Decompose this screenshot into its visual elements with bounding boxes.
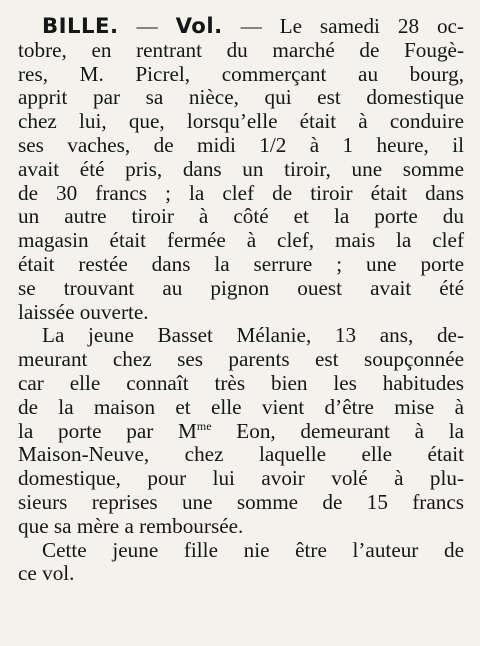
article-first-line	[18, 14, 464, 39]
paragraph-1-line-13: laissée ouverte.	[18, 299, 149, 324]
paragraph-1-line-11: était restée dans la serrure ; une porte	[18, 251, 464, 276]
headline-separator: —	[222, 14, 280, 38]
paragraph-2-line-9: que sa mère a remboursée.	[18, 513, 244, 538]
paragraph-3-line-1: Cette jeune fille nie être l’auteur de	[42, 537, 464, 562]
headline-place: BILLE.	[42, 13, 119, 38]
article-text	[18, 14, 464, 586]
title-abbreviation-superscript: me	[196, 418, 212, 433]
paragraph-2-line-5	[18, 420, 464, 444]
paragraph-1-line-2: tobre, en rentrant du marché de Fougè-	[18, 37, 464, 62]
paragraph-1-line-10: magasin était fermée à clef, mais la clef	[18, 228, 464, 253]
paragraph-1-line-12: se trouvant au pignon ouest avait été	[18, 275, 464, 300]
paragraph-1-line-4: apprit par sa nièce, qui est domestique	[18, 85, 464, 110]
paragraph-2-line-5-start: la porte par M	[18, 418, 197, 443]
paragraph-2-line-4: de la maison et elle vient d’être mise à	[18, 394, 464, 419]
paragraph-1-line-1: Le samedi 28 oc-	[279, 14, 464, 38]
paragraph-1-line-6: ses vaches, de midi 1/2 à 1 heure, il	[18, 132, 464, 157]
headline-topic: Vol.	[175, 13, 223, 38]
paragraph-2-line-5-end: Eon, demeurant à la	[211, 418, 464, 443]
paragraph-2-line-2: meurant chez ses parents est soupçonnée	[18, 347, 464, 372]
paragraph-1-line-9: un autre tiroir à côté et la porte du	[18, 204, 464, 229]
paragraph-3-line-2: ce vol.	[18, 561, 75, 586]
paragraph-2-line-1: La jeune Basset Mélanie, 13 ans, de-	[42, 323, 464, 348]
paragraph-1-line-3: res, M. Picrel, commerçant au bourg,	[18, 61, 464, 86]
headline-separator: —	[118, 14, 176, 38]
paragraph-1-line-5: chez lui, que, lorsqu’elle était à conduire	[18, 109, 464, 134]
paragraph-1-line-7: avait été pris, dans un tiroir, une somme	[18, 156, 464, 181]
paragraph-2-line-7: domestique, pour lui avoir volé à plu-	[18, 466, 464, 491]
paragraph-2-line-3: car elle connaît très bien les habitudes	[18, 370, 464, 395]
paragraph-2-line-8: sieurs reprises une somme de 15 francs	[18, 489, 464, 514]
paragraph-2-line-6: Maison-Neuve, chez laquelle elle était	[18, 442, 464, 467]
paragraph-1-line-8: de 30 francs ; la clef de tiroir était dans	[18, 180, 464, 205]
